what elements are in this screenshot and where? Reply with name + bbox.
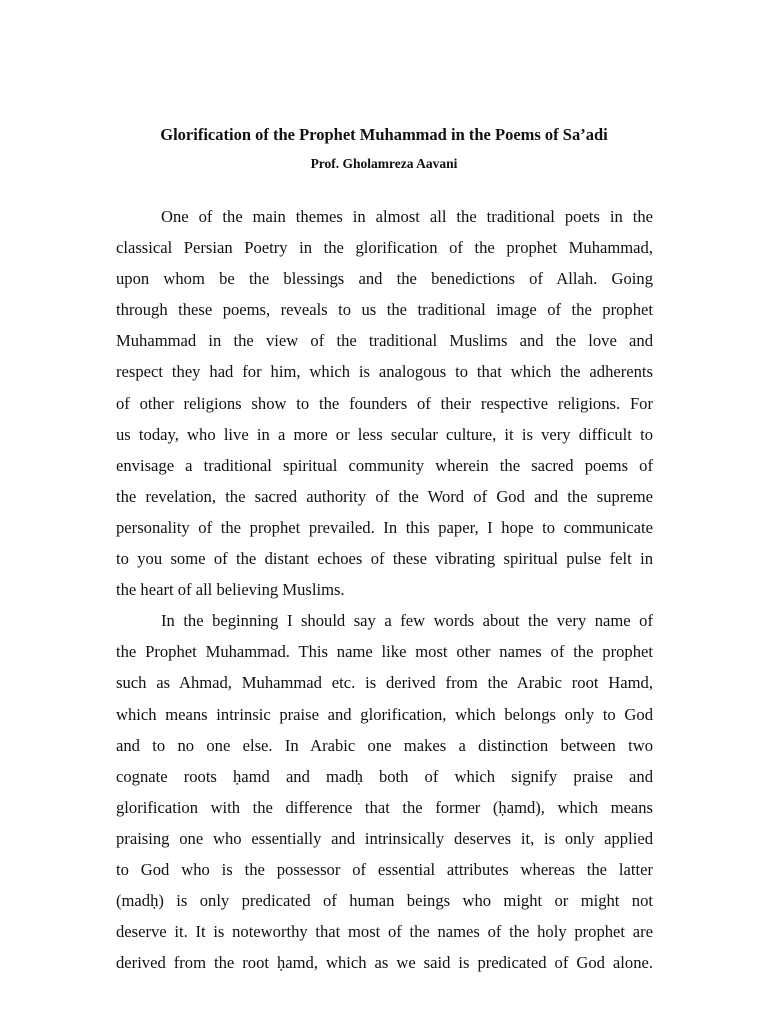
text-line: through these poems, reveals to us the traditional image of the prophet [116,300,653,320]
text-line: Muhammad in the view of the traditional Muslims and the love and [116,331,653,351]
text-line: cognate roots ḥamd and madḥ both of which signify praise and [116,766,653,786]
document-title: Glorification of the Prophet Muhammad in the Poems of Sa’adi [160,125,608,144]
text-line: us today, who live in a more or less secular culture, it is very difficult to [116,424,653,444]
text-line: to you some of the distant echoes of these vibrating spiritual pulse felt in [116,549,653,569]
text-line: such as Ahmad, Muhammad etc. is derived from the Arabic root Hamd, [116,673,653,693]
text-line: personality of the prophet prevailed. In this paper, I hope to communicate [116,517,653,537]
text-line: to God who is the possessor of essential attributes whereas the latter [116,859,653,879]
text-line: classical Persian Poetry in the glorification of the prophet Muhammad, [116,238,653,258]
text-line: upon whom be the blessings and the benedictions of Allah. Going [116,269,653,289]
text-line: of other religions show to the founders of their respective religions. For [116,393,653,413]
text-line: In the beginning I should say a few words about the very name of [161,611,653,631]
text-line: and to no one else. In Arabic one makes a distinction between two [116,735,653,755]
document-body [116,201,653,978]
text-line: the revelation, the sacred authority of the Word of God and the supreme [116,486,653,506]
paragraph-1 [116,201,653,605]
paragraph-2 [116,605,653,978]
text-line: envisage a traditional spiritual community wherein the sacred poems of [116,455,653,475]
text-line: which means intrinsic praise and glorification, which belongs only to God [116,704,653,724]
text-line: (madḥ) is only predicated of human beings who might or might not [116,891,653,911]
text-line: the Prophet Muhammad. This name like most other names of the prophet [116,642,653,662]
text-line: glorification with the difference that the former (ḥamd), which means [116,797,653,817]
document-author: Prof. Gholamreza Aavani [310,156,458,171]
text-line: deserve it. It is noteworthy that most of the names of the holy prophet are [116,922,653,942]
text-line: the heart of all believing Muslims. [116,580,345,600]
text-line: praising one who essentially and intrinsically deserves it, is only applied [116,828,653,848]
text-line: One of the main themes in almost all the traditional poets in the [161,207,653,226]
text-line: derived from the root ḥamd, which as we said is predicated of God alone. [116,953,653,973]
text-line: respect they had for him, which is analogous to that which the adherents [116,362,653,382]
